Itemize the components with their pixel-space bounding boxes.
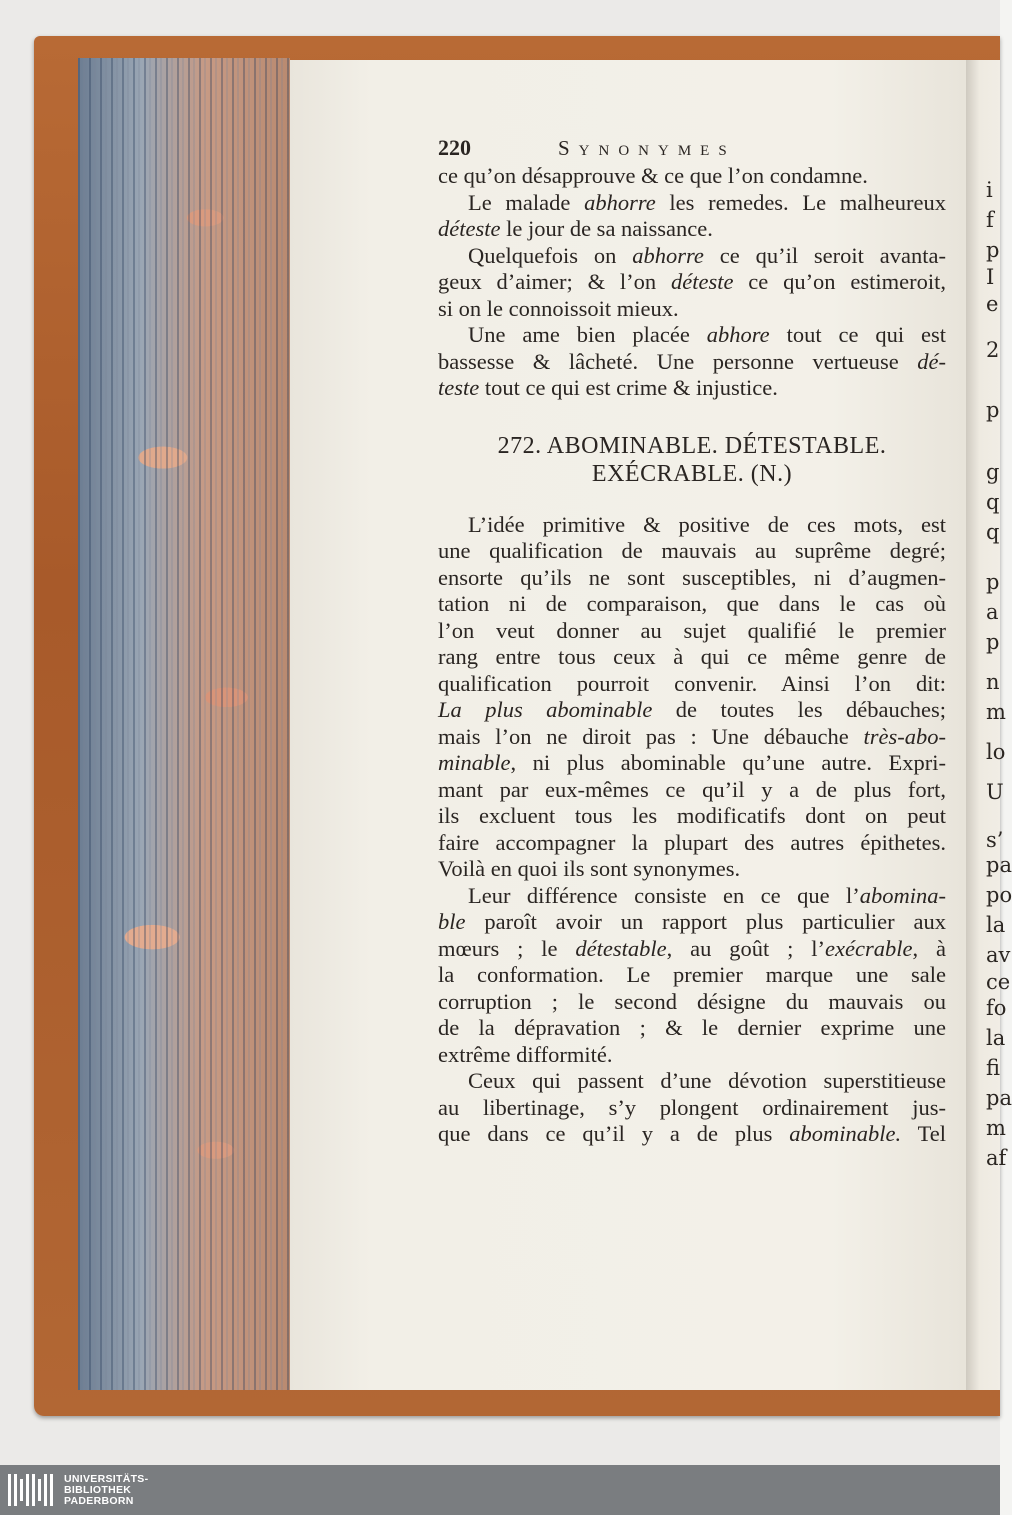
adjacent-page-letter: fo [986, 996, 1007, 1020]
adjacent-page-letter: q [986, 490, 1000, 514]
text-segment: Une ame bien placée [468, 322, 707, 347]
adjacent-page-letter: m [986, 700, 1006, 724]
text-segment: abomina- [859, 882, 946, 908]
text-segment: ils excluent tous les modificatifs dont on peut [438, 803, 946, 828]
text-line [438, 1095, 946, 1122]
text-segment: la conformation. Le premier marque une sale [438, 962, 946, 987]
adjacent-page-letter: q [986, 520, 1000, 544]
library-footer [0, 1465, 1000, 1515]
text-segment: abhorre [584, 189, 656, 215]
text-segment: si on le connoissoit mieux. [438, 295, 679, 321]
text-line [438, 322, 946, 349]
text-segment: minable [438, 750, 511, 775]
text-line [438, 830, 946, 857]
text-segment: exécrable [825, 935, 913, 961]
text-line [438, 1015, 946, 1042]
page-edges-marbled [78, 58, 290, 1390]
paragraphs-top [438, 163, 946, 402]
text-line [438, 190, 946, 217]
text-segment: mant par eux-mêmes ce qu’il y a de plus fort, [438, 776, 946, 802]
text-line [438, 1068, 946, 1095]
text-segment: , au goût ; l’ [666, 935, 826, 961]
library-name-line-1: UNIVERSITÄTS- [64, 1472, 149, 1485]
text-segment: déteste [438, 216, 501, 241]
adjacent-page-letter: pa [986, 1086, 1012, 1110]
text-segment: Tel [901, 1121, 946, 1146]
text-segment: mœurs ; le [438, 935, 576, 961]
text-segment: extrême difformité. [438, 1041, 613, 1067]
text-line [438, 936, 946, 963]
text-segment: ce qu’on désapprouve & ce que l’on condamne. [438, 163, 868, 188]
text-segment: détestable [575, 935, 667, 961]
page-header [438, 135, 946, 163]
paragraphs-bottom [438, 512, 946, 1148]
text-segment: au libertinage, s’y plongent ordinairement jus- [438, 1094, 946, 1120]
text-line [438, 803, 946, 830]
text-segment: , ni plus abominable qu’une autre. Expri- [510, 750, 946, 775]
text-segment: les remedes. Le malheureux [655, 189, 946, 215]
adjacent-page-letter: n [986, 670, 1000, 694]
text-segment: de la dépravation ; & le dernier exprime une [438, 1015, 946, 1040]
text-line [438, 618, 946, 645]
page-text [438, 135, 946, 1148]
text-segment: Le malade [468, 189, 585, 215]
text-line [438, 512, 946, 539]
text-line [438, 538, 946, 565]
text-segment: Quelquefois on [468, 242, 633, 268]
article-heading [438, 432, 946, 488]
text-segment: que dans ce qu’il y a de plus [438, 1121, 790, 1146]
text-line [438, 375, 946, 402]
text-line [438, 750, 946, 777]
text-segment: ce qu’on estimeroit, [733, 269, 946, 294]
adjacent-page-letter: e [986, 292, 999, 316]
text-segment: une qualification de mauvais au suprême degré; [438, 538, 946, 563]
text-segment: paroît avoir un rapport plus particulier aux [465, 909, 946, 934]
text-line [438, 591, 946, 618]
adjacent-page-letter: p [986, 238, 1000, 262]
text-line [438, 697, 946, 724]
adjacent-page-letter: p [986, 398, 1000, 422]
text-segment: le jour de sa naissance. [500, 216, 713, 241]
text-segment: l’on veut donner au sujet qualifié le premier [438, 617, 946, 643]
text-segment: qualification pourroit convenir. Ainsi l’on dit: [438, 670, 946, 696]
text-segment: déteste [670, 269, 734, 294]
library-name-line-2: BIBLIOTHEK [64, 1483, 132, 1496]
heading-line-2: EXÉCRABLE. (N.) [591, 460, 793, 487]
adjacent-page-letter: pa [986, 853, 1012, 877]
adjacent-page-letter: la [986, 1026, 1006, 1050]
text-line [438, 724, 946, 751]
adjacent-page-letter: ce [986, 970, 1011, 994]
text-line [438, 909, 946, 936]
library-name-line-3: PADERBORN [64, 1494, 134, 1507]
text-segment: de toutes les débauches; [652, 697, 946, 722]
text-segment: Voilà en quoi ils sont synonymes. [438, 856, 741, 881]
text-segment: L’idée primitive & positive de ces mots, est [468, 511, 946, 537]
text-segment: Ceux qui passent d’une dévotion superstitieuse [468, 1068, 946, 1093]
text-line [438, 989, 946, 1016]
adjacent-page-letter: p [986, 570, 1000, 594]
text-line [438, 269, 946, 296]
text-segment: abhorre [632, 242, 704, 268]
heading-line-1: 272. ABOMINABLE. DÉTESTABLE. [497, 432, 887, 459]
text-line [438, 962, 946, 989]
text-line [438, 216, 946, 243]
text-line [438, 349, 946, 376]
adjacent-page-letter: m [986, 1116, 1006, 1140]
text-segment: Leur différence consiste en ce que l’ [468, 882, 860, 908]
adjacent-page-letter: a [986, 600, 999, 624]
text-segment: abominable. [789, 1121, 902, 1146]
text-line [438, 565, 946, 592]
adjacent-page-fragment [966, 60, 1012, 1390]
text-segment: ce qu’il seroit avanta- [703, 242, 946, 268]
text-line [438, 163, 946, 190]
text-line [438, 1121, 946, 1148]
adjacent-page-letter: I [986, 265, 995, 289]
page-number: 220 [438, 135, 471, 160]
text-segment: rang entre tous ceux à qui ce même genre de [438, 644, 946, 669]
text-line [438, 243, 946, 270]
adjacent-page-letter: fi [986, 1056, 1001, 1080]
text-line [438, 296, 946, 323]
adjacent-page-letter: 2 [986, 338, 1000, 362]
text-segment: mais l’on ne diroit pas : Une débauche [438, 723, 864, 749]
text-segment: teste [438, 375, 480, 400]
text-segment: dé- [917, 348, 946, 374]
running-title: Synonymes [558, 136, 736, 160]
text-line [438, 856, 946, 883]
adjacent-page-letter: af [986, 1146, 1007, 1170]
text-segment: très-abo- [863, 723, 946, 749]
text-line [438, 644, 946, 671]
text-segment: geux d’aimer; & l’on [438, 269, 671, 294]
adjacent-page-letter: f [986, 208, 994, 232]
text-line [438, 883, 946, 910]
text-line [438, 777, 946, 804]
text-segment: faire accompagner la plupart des autres épithetes. [438, 829, 946, 855]
adjacent-page-letter: p [986, 630, 1000, 654]
text-segment: ble [438, 909, 466, 934]
text-segment: tout ce qui est [769, 322, 946, 347]
adjacent-page-letter: i [986, 178, 993, 202]
adjacent-page-letter: la [986, 913, 1006, 937]
adjacent-page-letter: po [986, 883, 1012, 907]
library-name [64, 1474, 148, 1507]
text-segment: abhore [706, 322, 770, 347]
library-logo-icon [8, 1473, 56, 1507]
text-segment: La plus abominable [438, 697, 653, 722]
text-line [438, 1042, 946, 1069]
text-segment: bassesse & lâcheté. Une personne vertueuse [438, 348, 918, 374]
text-segment: ensorte qu’ils ne sont susceptibles, ni d’augmen- [438, 564, 946, 590]
text-segment: corruption ; le second désigne du mauvais ou [438, 988, 946, 1014]
text-segment: , à [912, 935, 946, 961]
text-segment: tation ni de comparaison, que dans le cas où [438, 591, 946, 616]
adjacent-page-letter: U [986, 780, 1004, 804]
adjacent-page-letter: s’ [986, 828, 1004, 852]
text-line [438, 671, 946, 698]
adjacent-page-letter: g [986, 460, 1000, 484]
adjacent-page-letter: lo [986, 740, 1006, 764]
text-segment: tout ce qui est crime & injustice. [479, 375, 778, 400]
adjacent-page-letter: av [986, 943, 1011, 967]
